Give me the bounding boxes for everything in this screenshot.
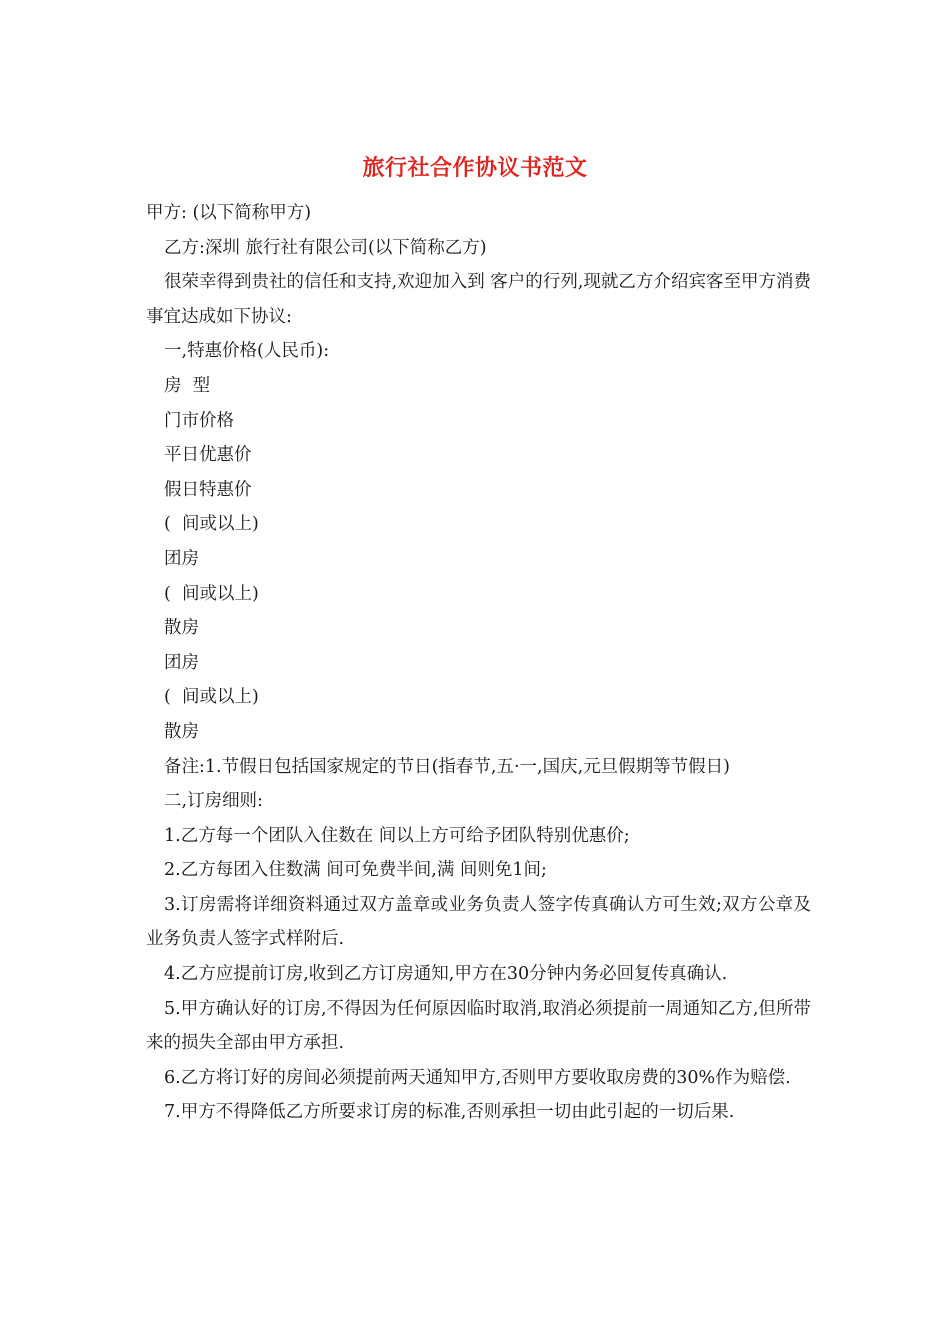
section-special-price-heading: 一,特惠价格(人民币):: [164, 341, 330, 362]
party-a-line: 甲方: (以下简称甲方): [146, 203, 312, 223]
price-item-weekday-rate: 平日优惠价: [164, 445, 252, 466]
booking-rule-5: 5.甲方确认好的订房,不得因为任何原因临时取消,取消必须提前一周通知乙方,但所带来的损失全部由甲方承担.: [146, 998, 811, 1054]
booking-rule-2: 2.乙方每团入住数满 间可免费半间,满 间则免1间;: [164, 860, 547, 881]
intro-paragraph: 很荣幸得到贵社的信任和支持,欢迎加入到 客户的行列,现就乙方介绍宾客至甲方消费事宜达成如下协议:: [146, 272, 811, 327]
price-item-rooms-or-more-1: ( 间或以上): [164, 514, 259, 535]
price-item-group-room-1: 团房: [164, 548, 199, 569]
booking-rule-1: 1.乙方每一个团队入住数在 间以上方可给予团队特别优惠价;: [164, 825, 630, 846]
price-item-room-type: 房 型: [164, 375, 211, 396]
price-item-rooms-or-more-2: ( 间或以上): [164, 583, 259, 604]
booking-rule-4: 4.乙方应提前订房,收到乙方订房通知,甲方在30分钟内务必回复传真确认.: [164, 964, 728, 985]
booking-rule-3: 3.订房需将详细资料通过双方盖章或业务负责人签字传真确认方可生效;双方公章及业务负责人签字式样附后.: [146, 894, 811, 950]
price-item-rooms-or-more-3: ( 间或以上): [164, 687, 259, 708]
price-item-individual-room-1: 散房: [164, 618, 199, 639]
party-b-line: 乙方:深圳 旅行社有限公司(以下简称乙方): [164, 237, 487, 258]
booking-rule-6: 6.乙方将订好的房间必须提前两天通知甲方,否则甲方要收取房费的30%作为赔偿.: [164, 1067, 791, 1088]
document-title: 旅行社合作协议书范文: [362, 155, 588, 181]
price-item-rack-rate: 门市价格: [164, 410, 234, 431]
booking-rule-7: 7.甲方不得降低乙方所要求订房的标准,否则承担一切由此引起的一切后果.: [164, 1102, 735, 1123]
section-booking-rules-heading: 二,订房细则:: [164, 791, 263, 812]
price-item-holiday-rate: 假日特惠价: [164, 479, 252, 500]
price-item-group-room-2: 团房: [164, 652, 199, 673]
remark-paragraph: 备注:1.节假日包括国家规定的节日(指春节,五·一,国庆,元旦假期等节假日): [164, 756, 730, 777]
price-item-individual-room-2: 散房: [164, 721, 199, 742]
document-body: [146, 196, 811, 1130]
